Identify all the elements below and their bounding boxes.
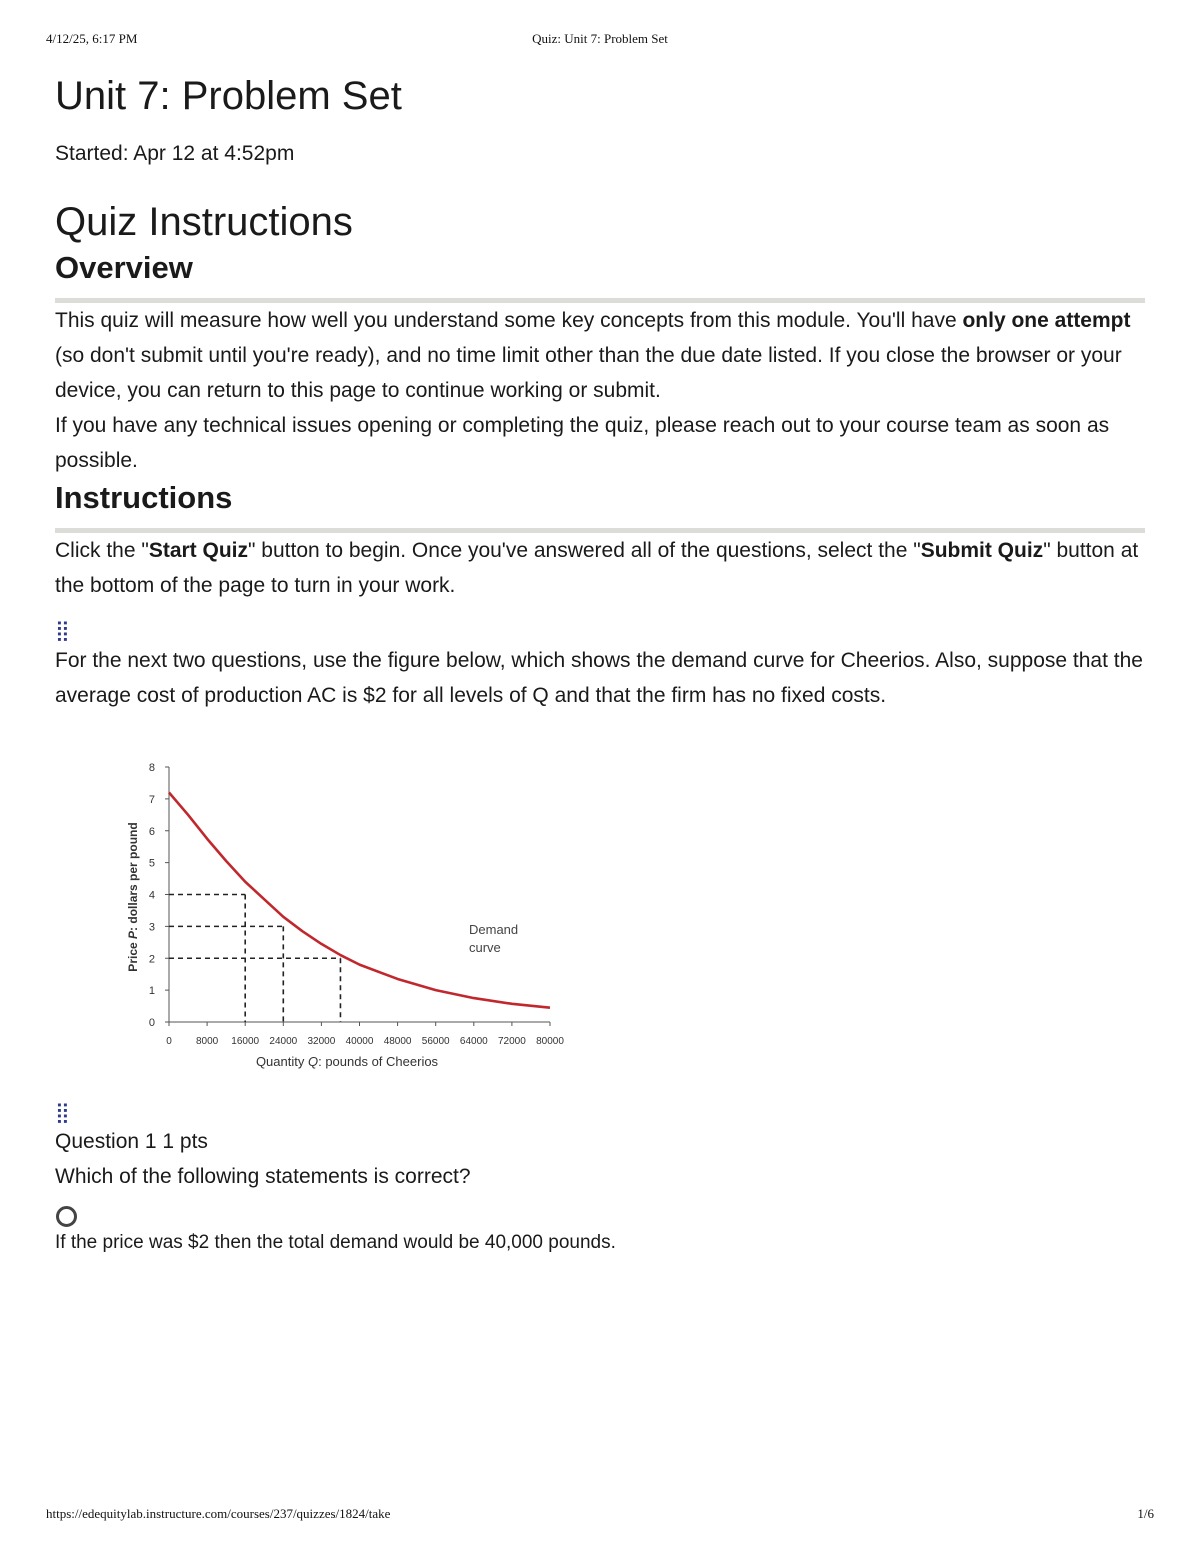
demand-curve-chart <box>123 753 583 1083</box>
quiz-instructions-heading: Quiz Instructions <box>55 200 353 244</box>
x-tick-label: 0 <box>166 1036 172 1047</box>
instructions-text: Click the " <box>55 539 149 562</box>
series-label: curve <box>469 940 501 955</box>
overview-text: (so don't submit until you're ready), and no time limit other than the due date listed. If you close the browser or your device, you can return to this page to continue working or submit. <box>55 344 1122 402</box>
y-tick-label: 0 <box>148 1017 155 1029</box>
x-tick-label: 16000 <box>231 1036 260 1047</box>
y-tick-label: 1 <box>148 985 155 998</box>
y-axis-label: Price P: dollars per pound <box>126 822 140 972</box>
y-tick-label: 2 <box>148 953 155 966</box>
answer-option-label: If the price was $2 then the total demand would be 40,000 pounds. <box>55 1232 616 1253</box>
demand-curve-figure <box>123 753 583 1083</box>
x-tick-label: 80000 <box>536 1036 564 1047</box>
print-page-title: Quiz: Unit 7: Problem Set <box>532 31 668 46</box>
quiz-started-time: Started: Apr 12 at 4:52pm <box>55 142 295 165</box>
quiz-content <box>55 70 1145 1256</box>
x-tick-label: 64000 <box>459 1036 488 1047</box>
question-text: Which of the following statements is correct? <box>55 1165 471 1188</box>
answer-radio-button[interactable] <box>56 1206 77 1227</box>
demand-curve-line <box>169 793 550 1008</box>
overview-bold-text: only one attempt <box>962 309 1131 332</box>
start-quiz-label: Start Quiz <box>148 539 249 562</box>
print-datetime: 4/12/25, 6:17 PM <box>46 31 138 46</box>
y-tick-label: 3 <box>148 921 155 934</box>
series-label: Demand <box>469 922 519 937</box>
question-header: Question 1 1 pts <box>55 1130 208 1153</box>
overview-heading: Overview <box>55 248 1145 303</box>
print-page-number: 1/6 <box>1137 1506 1154 1521</box>
overview-paragraph-2: If you have any technical issues opening or completing the quiz, please reach out to your course team as soon as possible. <box>55 414 1110 472</box>
y-tick-label: 4 <box>148 889 155 902</box>
instructions-paragraph <box>55 533 1145 603</box>
x-axis-label: Quantity Q: pounds of Cheerios <box>255 1054 439 1069</box>
overview-text: This quiz will measure how well you understand some key concepts from this module. You'll have <box>55 309 963 332</box>
y-tick-label: 6 <box>148 825 155 838</box>
x-tick-label: 56000 <box>421 1036 450 1047</box>
submit-quiz-label: Submit Quiz <box>920 539 1044 562</box>
x-tick-label: 32000 <box>307 1036 336 1047</box>
instructions-text: " button to begin. Once you've answered all of the questions, select the " <box>248 539 921 562</box>
x-tick-label: 24000 <box>269 1036 298 1047</box>
instructions-heading: Instructions <box>55 478 1145 533</box>
overview-paragraph-1 <box>55 303 1145 408</box>
x-tick-label: 40000 <box>345 1036 374 1047</box>
x-tick-label: 72000 <box>497 1036 526 1047</box>
instructions-text: " button at the bottom of the page to turn in your work. <box>55 539 1139 597</box>
drag-handle-icon[interactable]: ⣿ <box>55 620 69 642</box>
y-tick-label: 8 <box>148 762 155 774</box>
x-tick-label: 8000 <box>195 1036 219 1047</box>
y-tick-label: 5 <box>148 857 155 870</box>
print-url: https://edequitylab.instructure.com/courses/237/quizzes/1824/take <box>46 1506 391 1521</box>
drag-handle-icon[interactable]: ⣿ <box>55 1102 69 1124</box>
quiz-title: Unit 7: Problem Set <box>55 74 402 118</box>
y-tick-label: 7 <box>148 793 155 806</box>
x-tick-label: 48000 <box>383 1036 412 1047</box>
figure-intro-text: For the next two questions, use the figure below, which shows the demand curve for Cheerios. Also, suppose that the average cost of production AC is $2 for all levels of Q and that the firm has no fixed costs. <box>55 649 1143 707</box>
